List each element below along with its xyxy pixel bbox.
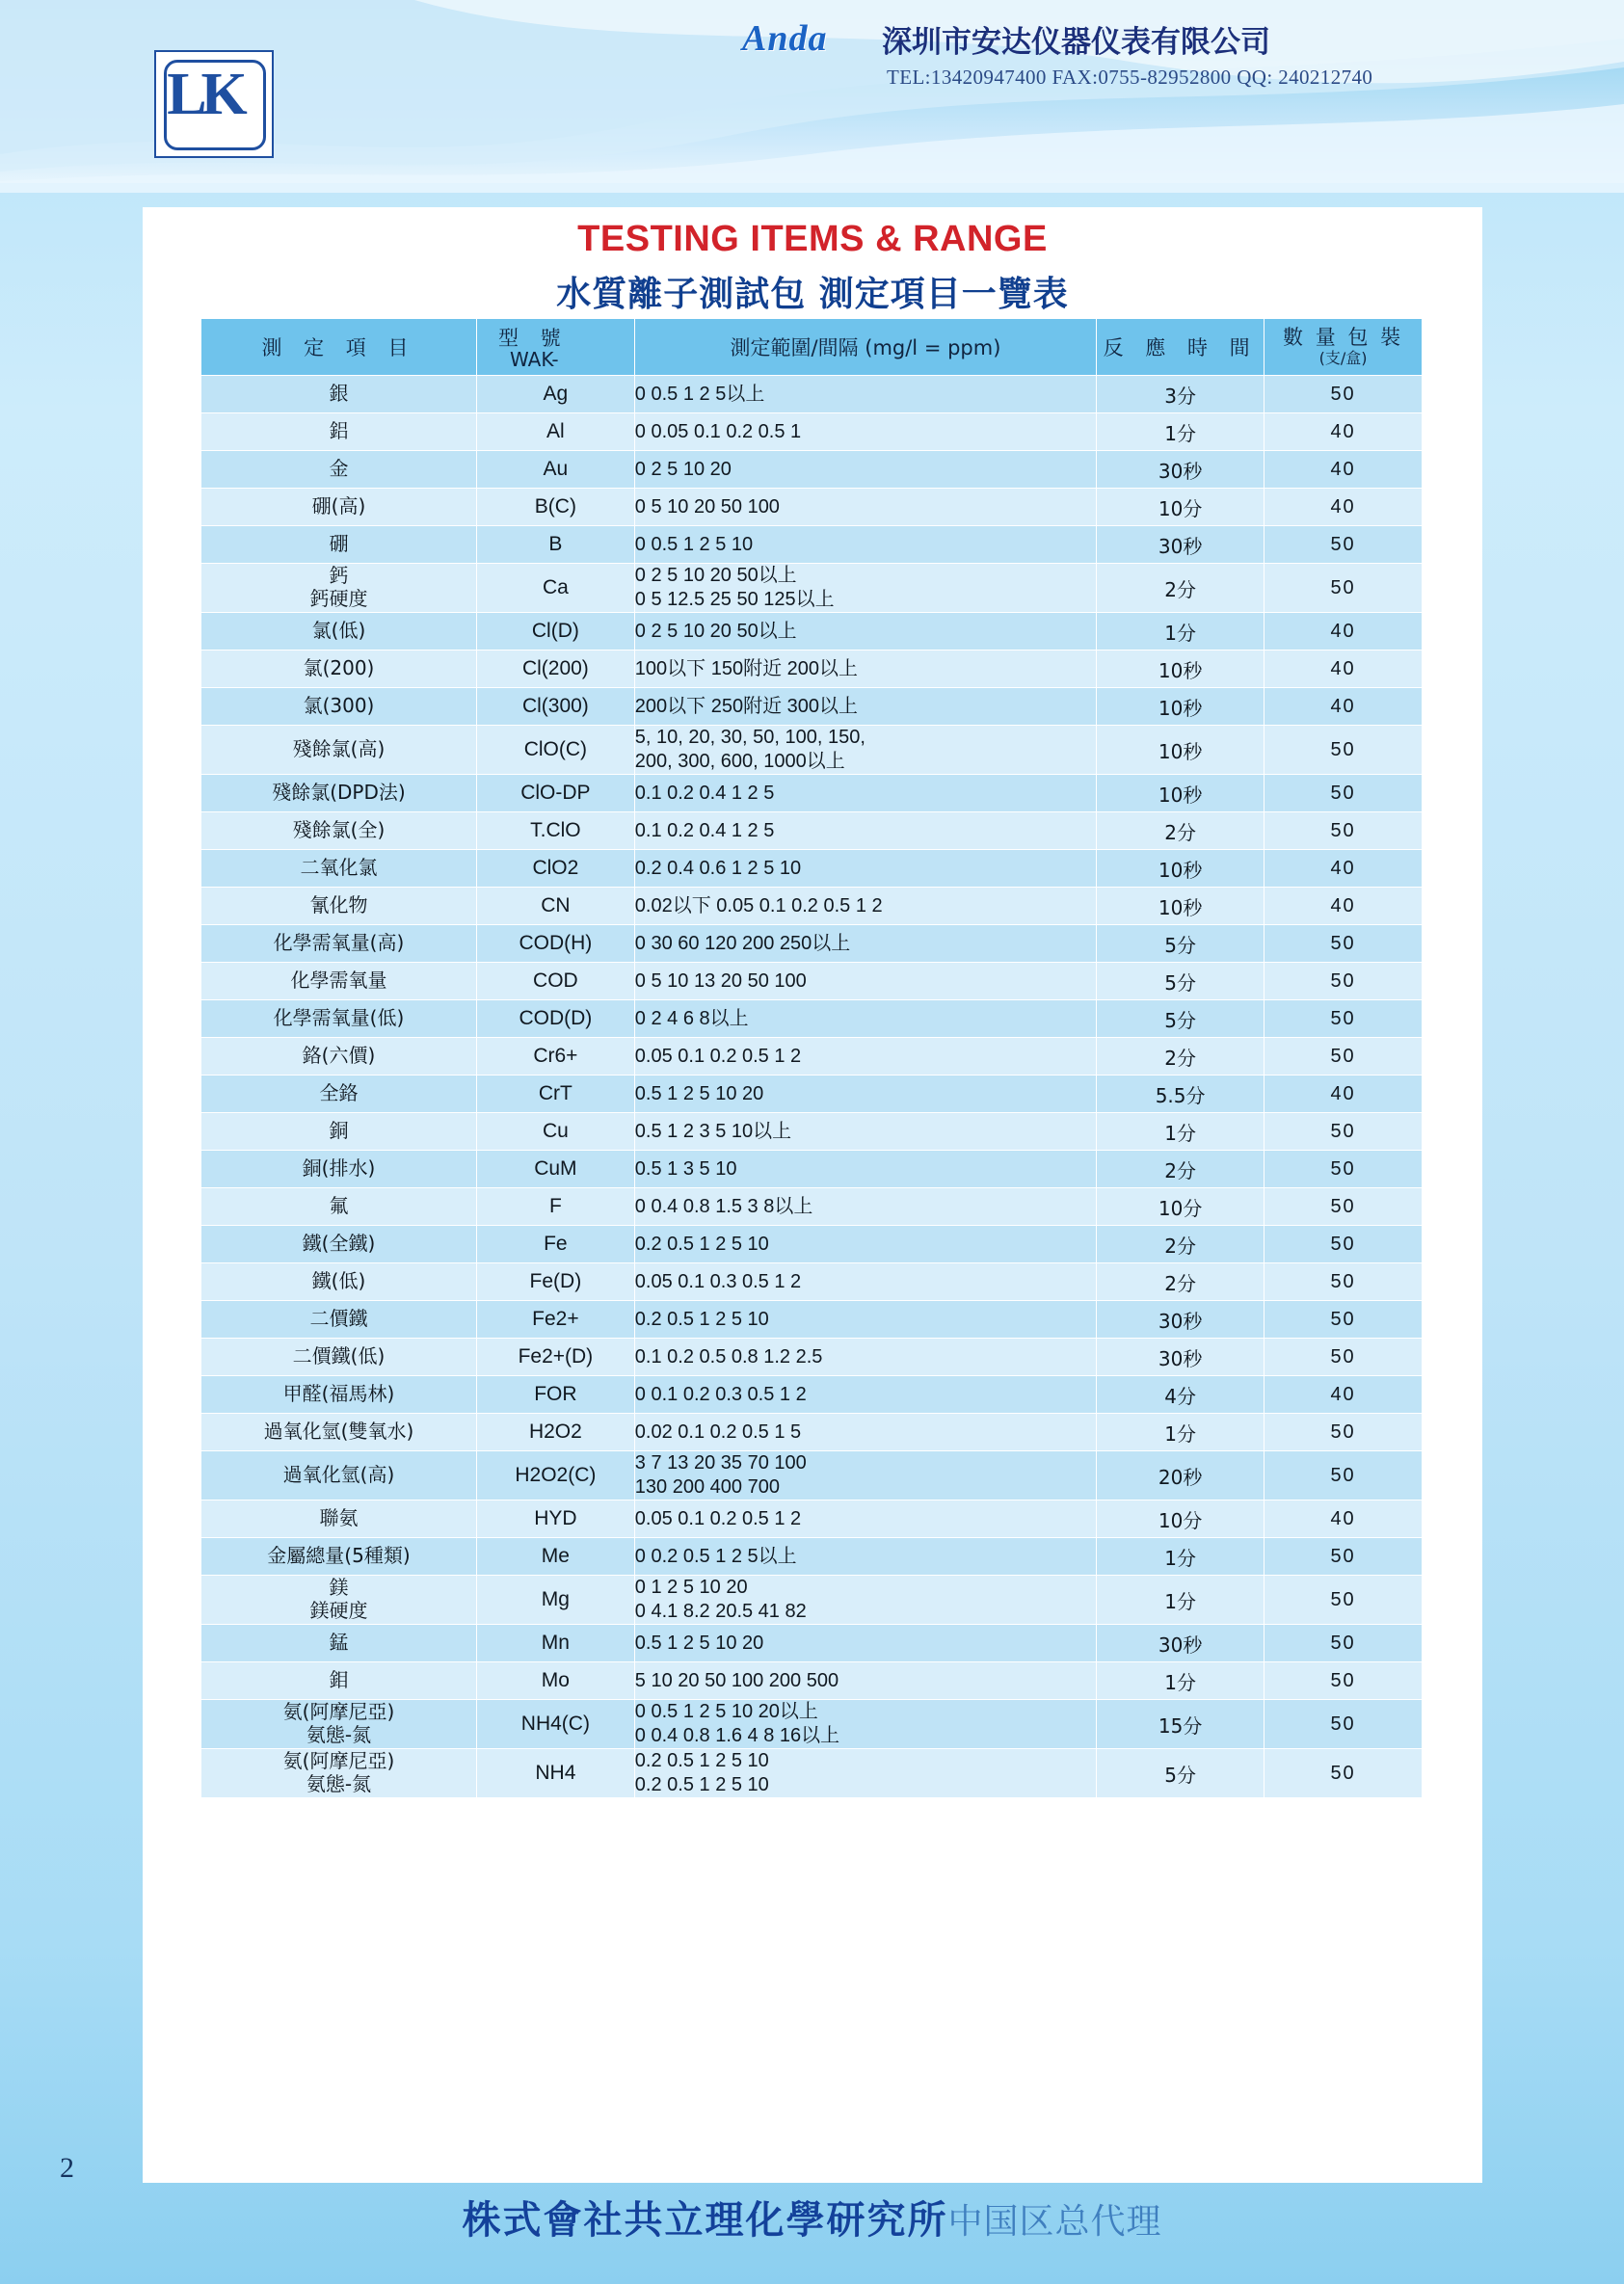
cell-item: 鋁 [201,413,477,451]
cell-item: 二價鐵 [201,1301,477,1339]
cell-reaction-time: 1分 [1097,613,1265,651]
table-body [201,376,1423,1798]
cell-model: NH4 [476,1749,634,1798]
cell-reaction-time: 5分 [1097,1000,1265,1038]
table-row [201,613,1423,651]
cell-reaction-time: 10分 [1097,1188,1265,1226]
cell-range: 0 0.5 1 2 5 10 20以上 0 0.4 0.8 1.6 4 8 16以上 [634,1700,1096,1749]
footer [0,2190,1624,2244]
cell-reaction-time: 10秒 [1097,888,1265,925]
cell-range: 200以下 250附近 300以上 [634,688,1096,726]
col-header-qty [1265,319,1423,376]
cell-reaction-time: 5.5分 [1097,1076,1265,1113]
cell-item: 銅(排水) [201,1151,477,1188]
cell-quantity: 50 [1265,1700,1423,1749]
cell-range: 0 2 5 10 20 [634,451,1096,489]
table-row [201,1113,1423,1151]
cell-item: 鉬 [201,1662,477,1700]
cell-quantity: 40 [1265,651,1423,688]
cell-reaction-time: 30秒 [1097,1301,1265,1339]
cell-range: 0.05 0.1 0.2 0.5 1 2 [634,1038,1096,1076]
cell-range: 0 0.4 0.8 1.5 3 8以上 [634,1188,1096,1226]
brand-name-en: Anda [742,18,828,59]
content-panel [143,207,1482,2183]
table-row [201,850,1423,888]
cell-reaction-time: 2分 [1097,812,1265,850]
cell-item: 過氧化氫(高) [201,1451,477,1501]
cell-reaction-time: 2分 [1097,1226,1265,1263]
cell-item: 氨(阿摩尼亞) 氨態-氮 [201,1749,477,1798]
cell-quantity: 50 [1265,1113,1423,1151]
cell-quantity: 50 [1265,1226,1423,1263]
cell-range: 0.1 0.2 0.4 1 2 5 [634,812,1096,850]
table-row [201,1451,1423,1501]
cell-model: Fe2+(D) [476,1339,634,1376]
cell-model: H2O2(C) [476,1451,634,1501]
cell-reaction-time: 2分 [1097,564,1265,613]
cell-item: 聯氨 [201,1501,477,1538]
table-row [201,688,1423,726]
cell-quantity: 40 [1265,1376,1423,1414]
cell-reaction-time: 10秒 [1097,850,1265,888]
cell-model: COD(H) [476,925,634,963]
cell-item: 殘餘氯(全) [201,812,477,850]
cell-quantity: 50 [1265,1749,1423,1798]
cell-model: H2O2 [476,1414,634,1451]
col-header-model-top: 型 號 [497,327,569,350]
cell-model: Ca [476,564,634,613]
cell-item: 二氧化氯 [201,850,477,888]
cell-quantity: 40 [1265,413,1423,451]
cell-reaction-time: 20秒 [1097,1451,1265,1501]
cell-reaction-time: 5分 [1097,1749,1265,1798]
cell-reaction-time: 10分 [1097,489,1265,526]
cell-item: 鈣 鈣硬度 [201,564,477,613]
table-row [201,775,1423,812]
table-row [201,963,1423,1000]
table-row [201,376,1423,413]
cell-reaction-time: 10秒 [1097,688,1265,726]
cell-model: Fe2+ [476,1301,634,1339]
col-header-range: 測定範圍/間隔 (mg/l = ppm) [634,319,1096,376]
table-row [201,651,1423,688]
cell-model: F [476,1188,634,1226]
cell-model: Mo [476,1662,634,1700]
cell-quantity: 50 [1265,1301,1423,1339]
cell-quantity: 50 [1265,1038,1423,1076]
cell-model: Fe [476,1226,634,1263]
cell-item: 錳 [201,1625,477,1662]
cell-range: 0.2 0.5 1 2 5 10 [634,1301,1096,1339]
cell-item: 化學需氧量(低) [201,1000,477,1038]
cell-range: 0 0.2 0.5 1 2 5以上 [634,1538,1096,1576]
table-row [201,1226,1423,1263]
cell-range: 0.5 1 2 3 5 10以上 [634,1113,1096,1151]
cell-model: ClO-DP [476,775,634,812]
col-header-qty-bottom: (支/盒) [1318,348,1368,367]
cell-quantity: 40 [1265,850,1423,888]
cell-model: Cl(300) [476,688,634,726]
brand-name-cn: 深圳市安达仪器仪表有限公司 [882,25,1270,60]
cell-range: 0 5 10 13 20 50 100 [634,963,1096,1000]
table-row [201,1376,1423,1414]
cell-quantity: 50 [1265,726,1423,775]
cell-model: CuM [476,1151,634,1188]
cell-range: 0 2 5 10 20 50以上 0 5 12.5 25 50 125以上 [634,564,1096,613]
table-row [201,1700,1423,1749]
cell-item: 氟 [201,1188,477,1226]
col-header-model [476,319,634,376]
cell-item: 全鉻 [201,1076,477,1113]
cell-model: Ag [476,376,634,413]
cell-model: CN [476,888,634,925]
col-header-time: 反 應 時 間 [1097,319,1265,376]
cell-reaction-time: 30秒 [1097,526,1265,564]
cell-item: 甲醛(福馬林) [201,1376,477,1414]
table-row [201,564,1423,613]
cell-quantity: 50 [1265,963,1423,1000]
cell-range: 0.02以下 0.05 0.1 0.2 0.5 1 2 [634,888,1096,925]
cell-reaction-time: 15分 [1097,1700,1265,1749]
cell-range: 0.1 0.2 0.4 1 2 5 [634,775,1096,812]
cell-range: 0 0.5 1 2 5 10 [634,526,1096,564]
cell-model: Mn [476,1625,634,1662]
table-row [201,1576,1423,1625]
footer-company: 株式會社共立理化學研究所 [462,2198,948,2243]
table-row [201,1339,1423,1376]
table-row [201,489,1423,526]
cell-quantity: 40 [1265,451,1423,489]
cell-reaction-time: 1分 [1097,1576,1265,1625]
cell-range: 0.05 0.1 0.2 0.5 1 2 [634,1501,1096,1538]
cell-model: Mg [476,1576,634,1625]
cell-quantity: 50 [1265,1339,1423,1376]
table-row [201,526,1423,564]
page-title-en: TESTING ITEMS & RANGE [577,219,1048,259]
cell-reaction-time: 10秒 [1097,651,1265,688]
cell-model: CrT [476,1076,634,1113]
col-header-qty-top: 數 量 包 裝 [1283,326,1404,350]
cell-quantity: 50 [1265,1538,1423,1576]
cell-item: 殘餘氯(高) [201,726,477,775]
cell-reaction-time: 1分 [1097,1414,1265,1451]
cell-reaction-time: 3分 [1097,376,1265,413]
table-row [201,1263,1423,1301]
cell-reaction-time: 10秒 [1097,775,1265,812]
cell-range: 0.2 0.5 1 2 5 10 [634,1226,1096,1263]
cell-quantity: 50 [1265,1000,1423,1038]
company-logo [154,50,274,158]
table-row [201,1000,1423,1038]
footer-agency: 中国区总代理 [947,2202,1162,2242]
cell-model: Au [476,451,634,489]
cell-item: 硼(高) [201,489,477,526]
cell-item: 金屬總量(5種類) [201,1538,477,1576]
cell-reaction-time: 1分 [1097,1538,1265,1576]
table-row [201,1538,1423,1576]
cell-item: 化學需氧量 [201,963,477,1000]
table-row [201,1749,1423,1798]
cell-range: 3 7 13 20 35 70 100 130 200 400 700 [634,1451,1096,1501]
cell-reaction-time: 10分 [1097,1501,1265,1538]
cell-quantity: 50 [1265,564,1423,613]
cell-model: Cu [476,1113,634,1151]
cell-quantity: 50 [1265,1451,1423,1501]
cell-range: 0 2 4 6 8以上 [634,1000,1096,1038]
cell-quantity: 40 [1265,613,1423,651]
cell-item: 過氧化氫(雙氧水) [201,1414,477,1451]
table-row [201,451,1423,489]
table-row [201,726,1423,775]
cell-range: 0 1 2 5 10 20 0 4.1 8.2 20.5 41 82 [634,1576,1096,1625]
cell-reaction-time: 30秒 [1097,1339,1265,1376]
cell-range: 0.5 1 2 5 10 20 [634,1625,1096,1662]
cell-reaction-time: 30秒 [1097,451,1265,489]
table-row [201,1038,1423,1076]
cell-range: 0 0.05 0.1 0.2 0.5 1 [634,413,1096,451]
cell-item: 鎂 鎂硬度 [201,1576,477,1625]
table-row [201,1151,1423,1188]
table-row [201,1076,1423,1113]
table-header-row [201,319,1423,376]
cell-reaction-time: 1分 [1097,413,1265,451]
cell-reaction-time: 1分 [1097,1662,1265,1700]
cell-model: COD [476,963,634,1000]
cell-range: 5, 10, 20, 30, 50, 100, 150, 200, 300, 600, 1000以上 [634,726,1096,775]
cell-reaction-time: 2分 [1097,1263,1265,1301]
cell-model: ClO(C) [476,726,634,775]
cell-item: 二價鐵(低) [201,1339,477,1376]
brand-contact-info: TEL:13420947400 FAX:0755-82952800 QQ: 240212740 [887,66,1373,89]
cell-item: 鉻(六價) [201,1038,477,1076]
cell-item: 銅 [201,1113,477,1151]
cell-model: B(C) [476,489,634,526]
cell-quantity: 40 [1265,688,1423,726]
table-row [201,812,1423,850]
cell-reaction-time: 10秒 [1097,726,1265,775]
cell-quantity: 50 [1265,812,1423,850]
testing-items-table [200,318,1423,1798]
cell-item: 銀 [201,376,477,413]
cell-quantity: 50 [1265,1263,1423,1301]
cell-model: Al [476,413,634,451]
logo-letter: LK [167,62,242,127]
col-header-model-bottom: WAK- [509,348,559,371]
col-header-item: 測 定 項 目 [201,319,477,376]
cell-range: 0.02 0.1 0.2 0.5 1 5 [634,1414,1096,1451]
cell-range: 0.5 1 2 5 10 20 [634,1076,1096,1113]
cell-quantity: 50 [1265,526,1423,564]
table-row [201,888,1423,925]
cell-range: 100以下 150附近 200以上 [634,651,1096,688]
table-row [201,925,1423,963]
cell-model: NH4(C) [476,1700,634,1749]
table-row [201,1301,1423,1339]
cell-range: 0.2 0.4 0.6 1 2 5 10 [634,850,1096,888]
cell-item: 氰化物 [201,888,477,925]
cell-range: 0 0.1 0.2 0.3 0.5 1 2 [634,1376,1096,1414]
cell-item: 氯(300) [201,688,477,726]
cell-quantity: 50 [1265,1625,1423,1662]
cell-quantity: 40 [1265,888,1423,925]
cell-reaction-time: 4分 [1097,1376,1265,1414]
cell-reaction-time: 30秒 [1097,1625,1265,1662]
cell-range: 0.2 0.5 1 2 5 10 0.2 0.5 1 2 5 10 [634,1749,1096,1798]
cell-range: 5 10 20 50 100 200 500 [634,1662,1096,1700]
cell-quantity: 50 [1265,1576,1423,1625]
cell-range: 0.1 0.2 0.5 0.8 1.2 2.5 [634,1339,1096,1376]
table-row [201,1625,1423,1662]
cell-quantity: 40 [1265,1501,1423,1538]
cell-range: 0 30 60 120 200 250以上 [634,925,1096,963]
table-row [201,1188,1423,1226]
table-row [201,413,1423,451]
cell-model: Cl(D) [476,613,634,651]
cell-item: 鐵(全鐵) [201,1226,477,1263]
page-title-cn: 水質離子測試包 測定項目一覽表 [556,275,1069,314]
cell-item: 氨(阿摩尼亞) 氨態-氮 [201,1700,477,1749]
cell-reaction-time: 5分 [1097,925,1265,963]
cell-range: 0 5 10 20 50 100 [634,489,1096,526]
cell-model: Me [476,1538,634,1576]
table-header [201,319,1423,376]
cell-reaction-time: 2分 [1097,1038,1265,1076]
cell-item: 金 [201,451,477,489]
cell-item: 氯(低) [201,613,477,651]
cell-range: 0 2 5 10 20 50以上 [634,613,1096,651]
cell-model: HYD [476,1501,634,1538]
table-row [201,1662,1423,1700]
cell-model: T.ClO [476,812,634,850]
cell-quantity: 50 [1265,1188,1423,1226]
cell-quantity: 50 [1265,1662,1423,1700]
cell-item: 氯(200) [201,651,477,688]
cell-range: 0.5 1 3 5 10 [634,1151,1096,1188]
table-row [201,1414,1423,1451]
cell-quantity: 50 [1265,1151,1423,1188]
cell-model: FOR [476,1376,634,1414]
cell-reaction-time: 2分 [1097,1151,1265,1188]
cell-model: B [476,526,634,564]
cell-model: Cl(200) [476,651,634,688]
cell-range: 0 0.5 1 2 5以上 [634,376,1096,413]
cell-quantity: 50 [1265,376,1423,413]
cell-quantity: 40 [1265,489,1423,526]
cell-model: COD(D) [476,1000,634,1038]
table-row [201,1501,1423,1538]
page-number: 2 [60,2152,74,2184]
cell-quantity: 50 [1265,1414,1423,1451]
cell-reaction-time: 1分 [1097,1113,1265,1151]
cell-reaction-time: 5分 [1097,963,1265,1000]
cell-item: 殘餘氯(DPD法) [201,775,477,812]
cell-item: 鐵(低) [201,1263,477,1301]
cell-model: ClO2 [476,850,634,888]
cell-quantity: 50 [1265,925,1423,963]
cell-item: 化學需氧量(高) [201,925,477,963]
cell-model: Fe(D) [476,1263,634,1301]
cell-quantity: 50 [1265,775,1423,812]
cell-item: 硼 [201,526,477,564]
cell-model: Cr6+ [476,1038,634,1076]
cell-range: 0.05 0.1 0.3 0.5 1 2 [634,1263,1096,1301]
cell-quantity: 40 [1265,1076,1423,1113]
